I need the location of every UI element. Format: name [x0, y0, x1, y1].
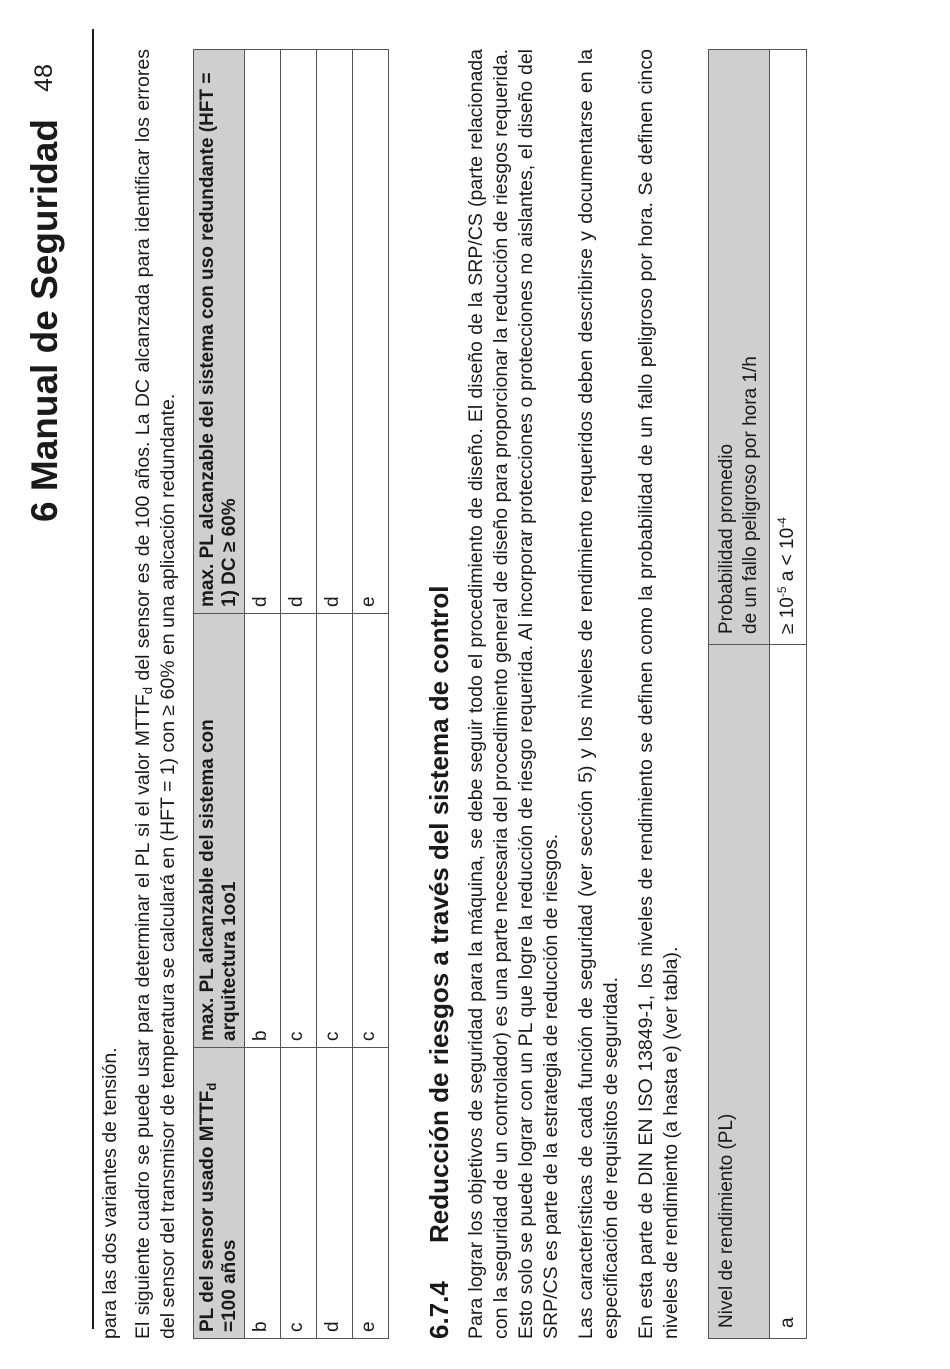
probability-header-line-1: Probabilidad promedio [716, 443, 737, 634]
intro-paragraph-1: para las dos variantes de tensión. [99, 1047, 121, 1339]
intro-p2-text-a: El siguiente cuadro se puede usar para determinar el PL si el valor MTTF [132, 694, 154, 1339]
pl-table-header-1oo1: max. PL alcanzable del sistema con arquitectura 1oo1 [194, 614, 245, 1048]
intro-paragraph-2 [131, 49, 181, 1339]
table-cell: c [353, 614, 389, 1048]
section-paragraph-2: Las características de cada función de seguridad (ver sección 5) y los niveles de rendimiento requeridos deben describirse y documentarse en la especificación de requisitos de seguridad. [575, 49, 622, 1339]
table-row [245, 50, 281, 1339]
table-cell: d [317, 1048, 353, 1339]
table-cell: d [317, 50, 353, 614]
table-cell: c [317, 614, 353, 1048]
probability-text-b: a < 10 [777, 527, 798, 587]
page-header [12, 29, 82, 1329]
table-cell: d [281, 50, 317, 614]
table-row [353, 50, 389, 1339]
header-rule [92, 29, 94, 1329]
table-cell: b [245, 614, 281, 1048]
table-cell: e [353, 1048, 389, 1339]
table-row [281, 50, 317, 1339]
table-cell: d [245, 50, 281, 614]
table-cell: c [281, 1048, 317, 1339]
performance-level-table [708, 49, 807, 1339]
pl-level-header-probability [709, 50, 770, 645]
pl-header-sensor-b: =100 años [219, 1239, 240, 1332]
pl-level-header-row [709, 50, 770, 1339]
table-cell: b [245, 1048, 281, 1339]
pl-header-sensor-sub: d [204, 1082, 219, 1091]
pl-table-header-sensor [194, 1048, 245, 1339]
section-paragraph-1: Para lograr los objetivos de seguridad para la máquina, se debe seguir todo el procedimiento de diseño. El diseño de la SRP/CS (parte relacionada con la seguridad de un controlador) es una parte necesaria del procedimiento general de diseño para proporcionar la reducción de riesgos requerida. Esto solo se puede lograr con un PL que logre la reducción de riesgo requerida. Al incorporar protecciones o protecciones no aislantes, el diseño del SRP/CS es parte de la estrategia de reducción de riesgos. [465, 49, 562, 1339]
pl-level-header-level: Nivel de rendimiento (PL) [709, 645, 770, 1339]
pl-table [193, 49, 389, 1339]
table-cell [770, 50, 807, 645]
page-title: 6 Manual de Seguridad [24, 119, 65, 522]
probability-text-a: ≥ 10 [777, 597, 798, 634]
table-cell: a [770, 645, 807, 1339]
section-heading [424, 49, 454, 1339]
pl-table-header-row [194, 50, 245, 1339]
table-row [770, 50, 807, 1339]
table-row [317, 50, 353, 1339]
probability-header-line-2: de un fallo peligroso por hora 1/h [740, 356, 761, 634]
section-title: Reducción de riesgos a través del sistema de control [424, 585, 454, 1243]
page-number: 48 [30, 64, 58, 92]
probability-exponent-2: -4 [775, 517, 789, 528]
intro-p2-subscript: d [140, 686, 155, 695]
pl-header-sensor-a: PL del sensor usado MTTF [197, 1090, 218, 1332]
probability-exponent-1: -5 [775, 586, 789, 598]
pl-table-header-redundant: max. PL alcanzable del sistema con uso redundante (HFT = 1) DC ≥ 60% [194, 50, 245, 614]
table-cell: c [281, 614, 317, 1048]
page-content [98, 49, 807, 1339]
table-cell: e [353, 50, 389, 614]
section-number: 6.7.4 [424, 1281, 454, 1339]
intro-p2-text-b: del sensor es de 100 años. La DC alcanzada para identificar los errores del sensor del transmisor de temperatura se calculará en (HFT = 1) con ≥ 60% en una aplicación redundante. [132, 49, 179, 1339]
section-paragraph-3: En esta parte de DIN EN ISO 13849-1, los niveles de rendimiento se definen como la probabilidad de un fallo peligroso por hora. Se definen cinco niveles de rendimiento (a hasta e) (ver tabla). [635, 49, 682, 1339]
